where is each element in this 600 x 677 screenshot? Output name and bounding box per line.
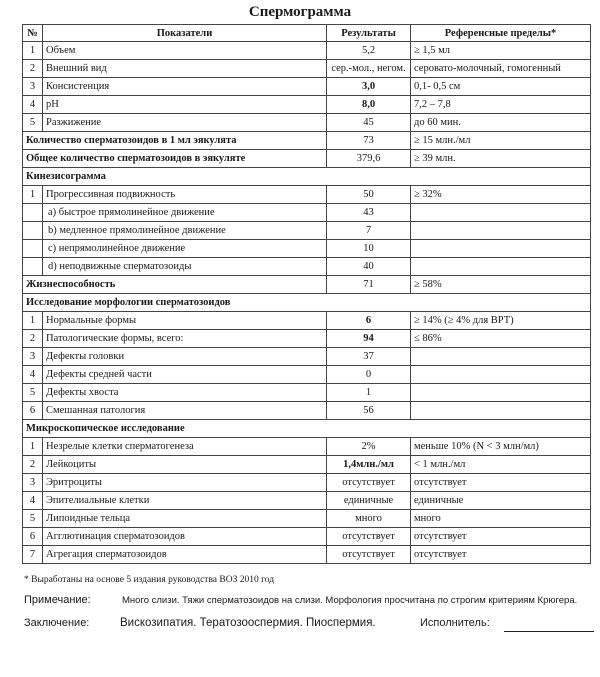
row-result: 10 [327, 240, 411, 258]
spermogram-table [22, 24, 591, 564]
row-result: 7 [327, 222, 411, 240]
count-per-ml-reference: ≥ 15 млн./мл [411, 132, 591, 150]
row-result: 45 [327, 114, 411, 132]
table-row [23, 240, 591, 258]
section-row [23, 294, 591, 312]
row-reference: ≥ 32% [411, 186, 591, 204]
row-result: отсутствует [327, 546, 411, 564]
table-header-row [23, 25, 591, 42]
row-reference: 0,1- 0,5 см [411, 78, 591, 96]
row-result: 8,0 [327, 96, 411, 114]
section-kinesis-title: Кинезисограмма [23, 168, 591, 186]
table-row [23, 132, 591, 150]
note-text: Много слизи. Тяжи сперматозоидов на слизи. Морфология просчитана по строгим критериям Крюгера. [122, 595, 578, 606]
row-indicator: Нормальные формы [43, 312, 327, 330]
row-result: 3,0 [327, 78, 411, 96]
row-result: 6 [327, 312, 411, 330]
row-result: 94 [327, 330, 411, 348]
row-num: 6 [23, 402, 43, 420]
row-indicator: Агрегация сперматозоидов [43, 546, 327, 564]
row-indicator: Дефекты хвоста [43, 384, 327, 402]
row-indicator: Объем [43, 42, 327, 60]
row-reference: ≥ 1,5 мл [411, 42, 591, 60]
count-total-result: 379,6 [327, 150, 411, 168]
row-indicator: b) медленное прямолинейное движение [43, 222, 327, 240]
row-result: отсутствует [327, 528, 411, 546]
row-reference: отсутствует [411, 474, 591, 492]
row-indicator: Патологические формы, всего: [43, 330, 327, 348]
table-row [23, 348, 591, 366]
row-reference: 7,2 – 7,8 [411, 96, 591, 114]
row-num: 1 [23, 186, 43, 204]
row-indicator: a) быстрое прямолинейное движение [43, 204, 327, 222]
row-result: 5,2 [327, 42, 411, 60]
header-num: № [23, 25, 43, 42]
table-row [23, 204, 591, 222]
count-total-reference: ≥ 39 млн. [411, 150, 591, 168]
row-indicator: Дефекты головки [43, 348, 327, 366]
header-result: Результаты [327, 25, 411, 42]
row-num [23, 222, 43, 240]
vitality-reference: ≥ 58% [411, 276, 591, 294]
row-num: 3 [23, 78, 43, 96]
row-num: 4 [23, 96, 43, 114]
row-reference [411, 222, 591, 240]
row-result: 40 [327, 258, 411, 276]
count-per-ml-label: Количество сперматозоидов в 1 мл эякулята [23, 132, 327, 150]
row-reference: единичные [411, 492, 591, 510]
row-num: 5 [23, 510, 43, 528]
header-reference: Референсные пределы* [411, 25, 591, 42]
signature-line [504, 631, 594, 632]
row-reference: ≥ 14% (≥ 4% для ВРТ) [411, 312, 591, 330]
vitality-result: 71 [327, 276, 411, 294]
row-num: 2 [23, 330, 43, 348]
row-num: 7 [23, 546, 43, 564]
row-reference: отсутствует [411, 546, 591, 564]
row-result: 2% [327, 438, 411, 456]
row-reference [411, 384, 591, 402]
row-indicator: pH [43, 96, 327, 114]
table-row [23, 474, 591, 492]
section-row [23, 420, 591, 438]
table-row [23, 492, 591, 510]
row-indicator: Эритроциты [43, 474, 327, 492]
row-num: 3 [23, 348, 43, 366]
row-reference: ≤ 86% [411, 330, 591, 348]
row-reference [411, 348, 591, 366]
count-total-label: Общее количество сперматозоидов в эякуляте [23, 150, 327, 168]
table-row [23, 528, 591, 546]
note-label: Примечание: [24, 594, 91, 606]
conclusion-label: Заключение: [24, 617, 90, 629]
row-reference [411, 258, 591, 276]
row-num [23, 240, 43, 258]
row-num: 4 [23, 366, 43, 384]
header-indicator: Показатели [43, 25, 327, 42]
row-result: много [327, 510, 411, 528]
row-num: 5 [23, 384, 43, 402]
note-section [24, 594, 577, 606]
row-num: 1 [23, 312, 43, 330]
section-morphology-title: Исследование морфологии сперматозоидов [23, 294, 591, 312]
table-row [23, 510, 591, 528]
footnote: * Выработаны на основе 5 издания руководства ВОЗ 2010 год [24, 575, 275, 585]
row-reference [411, 204, 591, 222]
row-num: 4 [23, 492, 43, 510]
section-microscopy-title: Микроскопическое исследование [23, 420, 591, 438]
table-row [23, 384, 591, 402]
table-row [23, 222, 591, 240]
table-row [23, 456, 591, 474]
row-indicator: Липоидные тельца [43, 510, 327, 528]
table-row [23, 402, 591, 420]
document-title: Спермограмма [248, 4, 352, 20]
row-indicator: Агглютинация сперматозоидов [43, 528, 327, 546]
row-indicator: Лейкоциты [43, 456, 327, 474]
row-result: сер.-мол., негом. [327, 60, 411, 78]
table-row [23, 60, 591, 78]
row-num: 5 [23, 114, 43, 132]
vitality-label: Жизнеспособность [23, 276, 327, 294]
table-row [23, 258, 591, 276]
row-result: 43 [327, 204, 411, 222]
row-num: 2 [23, 456, 43, 474]
row-result: 37 [327, 348, 411, 366]
table-row [23, 312, 591, 330]
row-reference [411, 402, 591, 420]
row-reference: много [411, 510, 591, 528]
row-indicator: Разжижение [43, 114, 327, 132]
row-indicator: Дефекты средней части [43, 366, 327, 384]
row-num [23, 204, 43, 222]
row-indicator: d) неподвижные сперматозоиды [43, 258, 327, 276]
row-num: 1 [23, 438, 43, 456]
table-row [23, 438, 591, 456]
row-num [23, 258, 43, 276]
row-indicator: Внешний вид [43, 60, 327, 78]
table-row [23, 114, 591, 132]
row-result: 50 [327, 186, 411, 204]
row-num: 1 [23, 42, 43, 60]
row-reference [411, 366, 591, 384]
row-reference: до 60 мин. [411, 114, 591, 132]
row-indicator: Незрелые клетки сперматогенеза [43, 438, 327, 456]
row-reference: меньше 10% (N < 3 млн/мл) [411, 438, 591, 456]
row-result: 1 [327, 384, 411, 402]
row-result: отсутствует [327, 474, 411, 492]
table-row [23, 150, 591, 168]
table-row [23, 186, 591, 204]
table-row [23, 546, 591, 564]
row-indicator: Прогрессивная подвижность [43, 186, 327, 204]
section-row [23, 168, 591, 186]
row-result: 0 [327, 366, 411, 384]
row-indicator: Консистенция [43, 78, 327, 96]
table-row [23, 276, 591, 294]
row-num: 2 [23, 60, 43, 78]
row-reference: серовато-молочный, гомогенный [411, 60, 591, 78]
row-reference: отсутствует [411, 528, 591, 546]
table-row [23, 366, 591, 384]
row-num: 3 [23, 474, 43, 492]
conclusion-text: Вискозипатия. Тератозооспермия. Пиоспермия. [120, 617, 376, 629]
count-per-ml-result: 73 [327, 132, 411, 150]
conclusion-section [24, 617, 594, 629]
row-indicator: Смешанная патология [43, 402, 327, 420]
table-row [23, 330, 591, 348]
row-result: 56 [327, 402, 411, 420]
row-indicator: Эпителиальные клетки [43, 492, 327, 510]
table-row [23, 78, 591, 96]
row-result: 1,4млн./мл [327, 456, 411, 474]
table-row [23, 96, 591, 114]
row-reference: < 1 млн./мл [411, 456, 591, 474]
row-reference [411, 240, 591, 258]
row-num: 6 [23, 528, 43, 546]
row-result: единичные [327, 492, 411, 510]
executor-label: Исполнитель: [420, 617, 490, 629]
row-indicator: c) непрямолинейное движение [43, 240, 327, 258]
table-row [23, 42, 591, 60]
